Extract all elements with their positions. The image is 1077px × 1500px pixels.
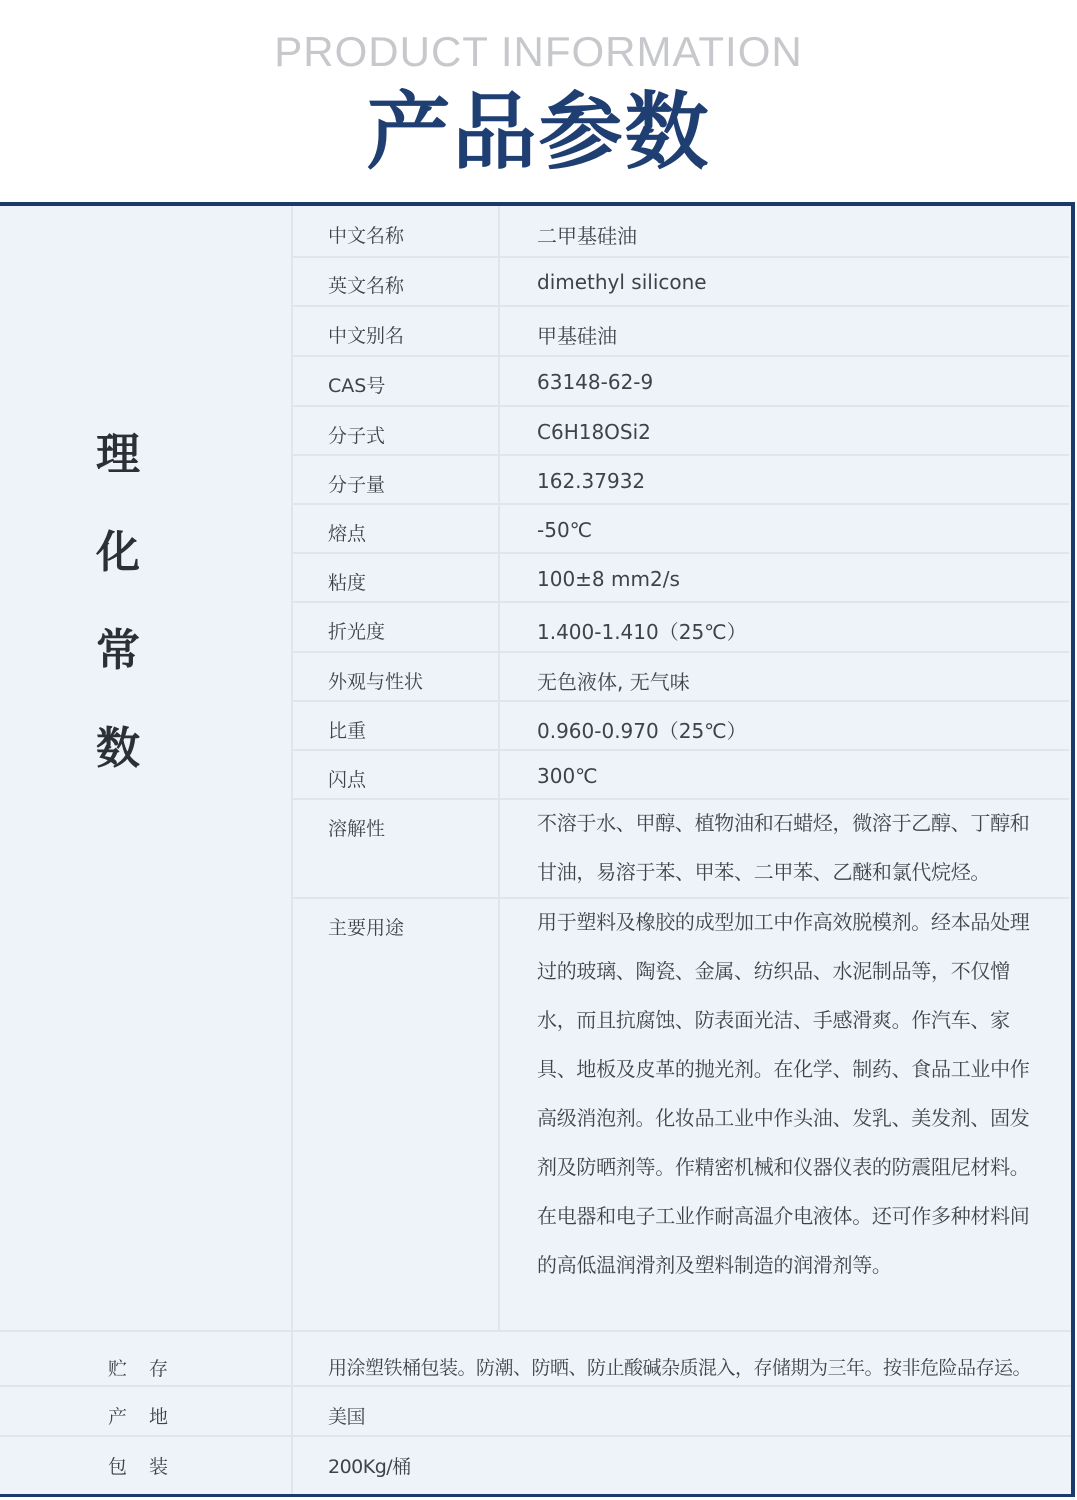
property-row-refractive-index — [291, 603, 1069, 653]
storage-value: 用涂塑铁桶包装。防潮、防晒、防止酸碱杂质混入，存储期为三年。按非危险品存运。 — [328, 1357, 1032, 1379]
property-value: 63148-62-9 — [537, 370, 654, 394]
origin-value: 美国 — [328, 1406, 366, 1428]
property-label: CAS号 — [328, 375, 386, 397]
property-label: 主要用途 — [328, 917, 405, 939]
property-label: 英文名称 — [328, 275, 405, 297]
property-label: 熔点 — [328, 523, 367, 545]
storage-label: 贮存 — [108, 1358, 191, 1380]
property-row-viscosity — [291, 554, 1069, 603]
packaging-row — [0, 1435, 1071, 1494]
property-label: 粘度 — [328, 572, 367, 594]
property-row-specific-gravity — [291, 702, 1069, 751]
property-value: -50℃ — [537, 518, 593, 542]
property-label: 溶解性 — [328, 818, 386, 840]
property-row-formula — [291, 407, 1069, 456]
property-row-melting-point — [291, 505, 1069, 554]
property-value: 无色液体, 无气味 — [537, 670, 690, 694]
spec-panel — [0, 202, 1075, 1497]
property-value: dimethyl silicone — [537, 270, 707, 294]
property-row-appearance — [291, 653, 1069, 702]
property-row-molecular-weight — [291, 456, 1069, 505]
property-label: 分子量 — [328, 474, 386, 496]
property-row-uses — [291, 899, 1069, 1330]
property-value: 不溶于水、甲醇、植物油和石蜡烃，微溶于乙醇、丁醇和甘油，易溶于苯、甲苯、二甲苯、乙醚和氯代烷烃。 — [537, 811, 1030, 884]
packaging-label: 包装 — [108, 1456, 191, 1478]
property-value: 100±8 mm2/s — [537, 567, 680, 591]
storage-row — [0, 1330, 1071, 1385]
section-title — [78, 406, 158, 798]
property-label: 比重 — [328, 720, 367, 742]
property-value: 162.37932 — [537, 469, 646, 493]
property-row-flash-point — [291, 751, 1069, 800]
property-label: 折光度 — [328, 621, 386, 643]
page-header — [0, 0, 1077, 200]
origin-label: 产地 — [108, 1406, 191, 1428]
property-value: 1.400-1.410（25℃） — [537, 620, 747, 644]
subtitle-en: PRODUCT INFORMATION — [274, 28, 803, 75]
property-row-chinese-name — [291, 206, 1069, 258]
section-title-char: 数 — [96, 723, 140, 774]
property-label: 中文别名 — [328, 325, 405, 347]
section-title-char: 理 — [96, 429, 140, 480]
property-row-alias — [291, 307, 1069, 357]
property-label: 闪点 — [328, 769, 367, 791]
origin-row — [0, 1385, 1071, 1435]
property-value: 300℃ — [537, 764, 598, 788]
property-value: 甲基硅油 — [537, 324, 617, 348]
property-value: C6H18OSi2 — [537, 420, 651, 444]
page-title: 产品参数 — [366, 83, 711, 181]
property-value: 用于塑料及橡胶的成型加工中作高效脱模剂。经本品处理过的玻璃、陶瓷、金属、纺织品、水泥制品等，不仅憎水，而且抗腐蚀、防表面光洁、手感滑爽。作汽车、家具、地板及皮革的抛光剂。在化学、制药、食品工业中作高级消泡剂。化妆品工业中作头油、发乳、美发剂、固发剂及防晒剂等。作精密机械和仪器仪表的防震阻尼材料。在电器和电子工业作耐高温介电液体。还可作多种材料间的高低温润滑剂及塑料制造的润滑剂等。 — [537, 910, 1030, 1277]
section-title-char: 常 — [96, 625, 140, 676]
property-row-english-name — [291, 258, 1069, 307]
property-label: 外观与性状 — [328, 671, 424, 693]
property-value: 0.960-0.970（25℃） — [537, 719, 747, 743]
packaging-value: 200Kg/桶 — [328, 1456, 411, 1478]
property-label: 分子式 — [328, 425, 386, 447]
section-title-char: 化 — [96, 527, 140, 578]
property-row-solubility — [291, 800, 1069, 899]
property-value: 二甲基硅油 — [537, 224, 637, 248]
property-row-cas — [291, 357, 1069, 407]
property-label: 中文名称 — [328, 225, 405, 247]
